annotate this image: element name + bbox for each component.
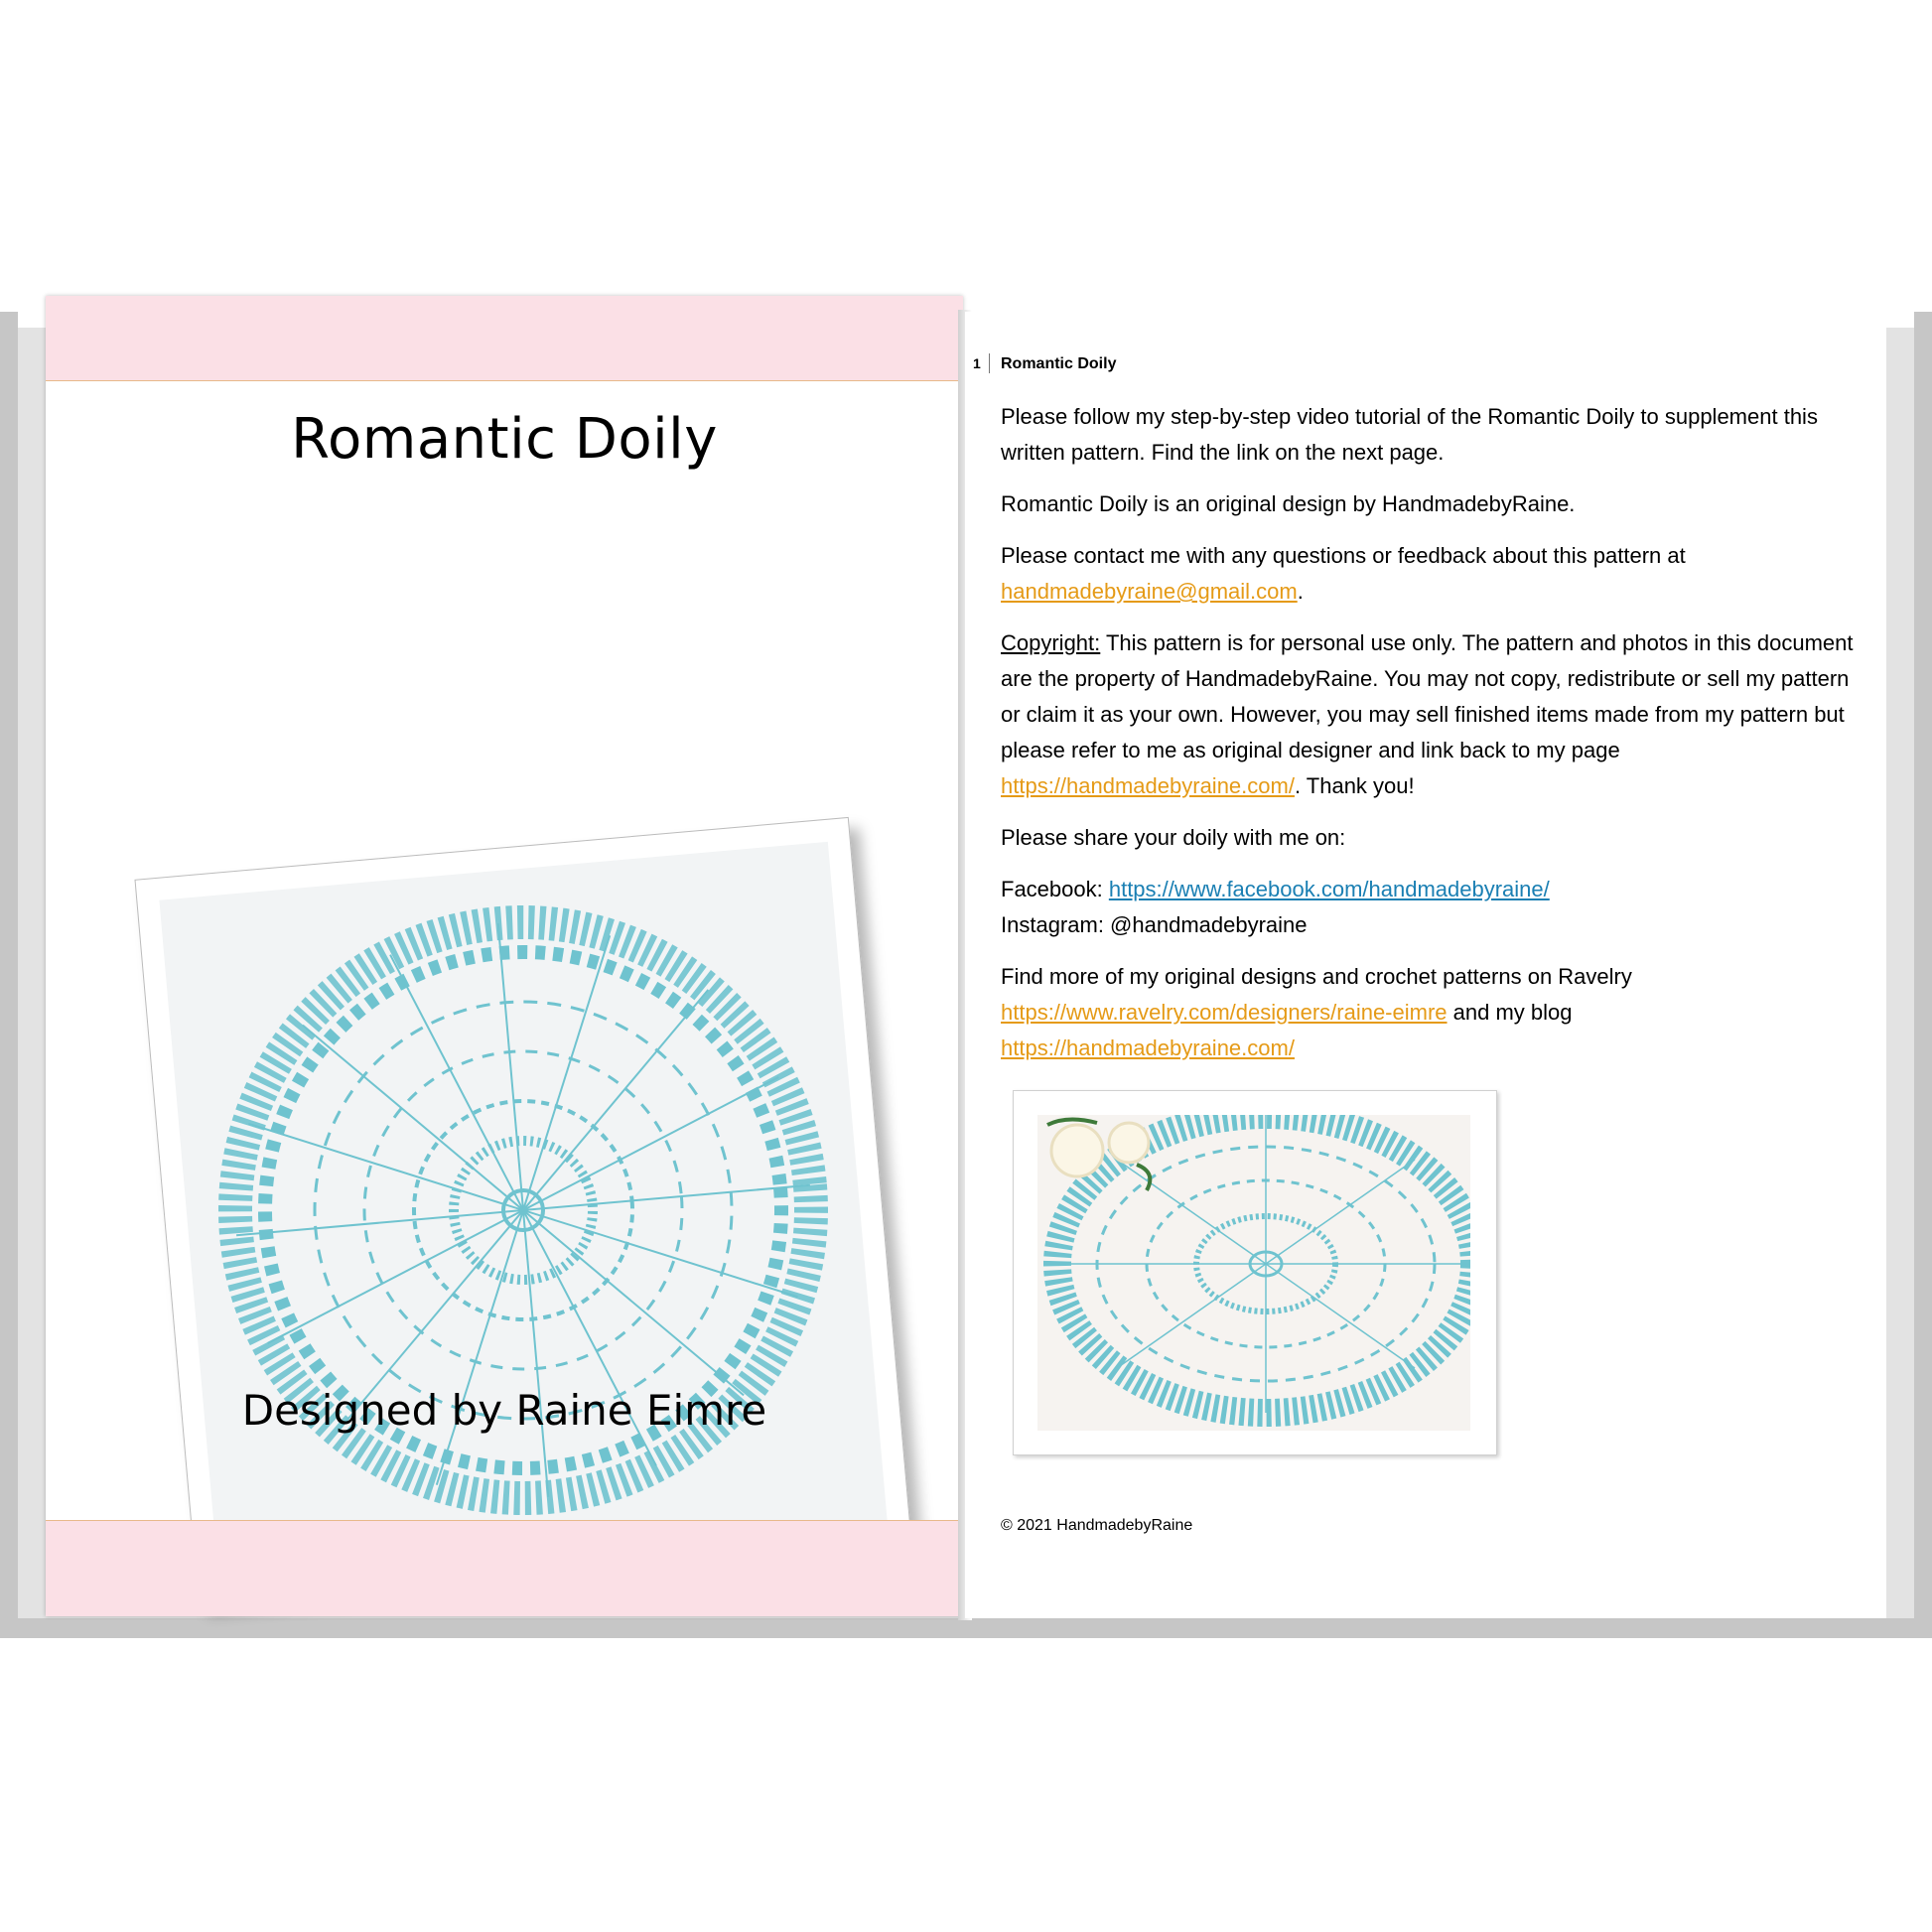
page-number: 1 <box>973 355 981 371</box>
book-edge-left <box>0 312 18 1638</box>
cover-top-band <box>46 296 963 381</box>
doily-roses-illustration <box>1037 1115 1470 1431</box>
header-divider <box>989 353 990 373</box>
facebook-link[interactable]: https://www.facebook.com/handmadebyraine/ <box>1108 877 1550 901</box>
cover-bottom-band <box>46 1520 963 1616</box>
copyright-label: Copyright: <box>1001 630 1101 655</box>
cover-doily-photo <box>134 817 911 1603</box>
cover-page <box>46 296 963 1616</box>
more-designs-paragraph <box>1001 959 1855 1066</box>
cover-author: Designed by Raine Eimre <box>241 1386 767 1435</box>
book-edge-right <box>1914 312 1932 1638</box>
copyright-end: . Thank you! <box>1294 773 1415 798</box>
footer-copyright: © 2021 HandmadebyRaine <box>1001 1517 1193 1534</box>
info-content <box>1001 399 1855 1082</box>
contact-end: . <box>1297 579 1304 604</box>
contact-text: Please contact me with any questions or feedback about this pattern at <box>1001 543 1686 568</box>
website-link[interactable]: https://handmadebyraine.com/ <box>1001 773 1295 798</box>
instagram-handle: Instagram: @handmadebyraine <box>1001 912 1308 937</box>
more-designs-text: Find more of my original designs and crochet patterns on Ravelry <box>1001 964 1632 989</box>
facebook-label: Facebook: <box>1001 877 1109 901</box>
ravelry-link[interactable]: https://www.ravelry.com/designers/raine-eimre <box>1001 1000 1448 1025</box>
tutorial-paragraph: Please follow my step-by-step video tutorial of the Romantic Doily to supplement this written pattern. Find the link on the next page. <box>1001 404 1818 465</box>
doily-roses-photo <box>1013 1090 1497 1455</box>
book-edge-bottom <box>0 1618 1932 1638</box>
original-design-paragraph: Romantic Doily is an original design by HandmadebyRaine. <box>1001 491 1576 516</box>
cover-title: Romantic Doily <box>291 407 718 472</box>
social-paragraph <box>1001 872 1855 943</box>
blog-link[interactable]: https://handmadebyraine.com/ <box>1001 1035 1295 1060</box>
share-intro: Please share your doily with me on: <box>1001 825 1346 850</box>
copyright-paragraph <box>1001 625 1855 804</box>
doily-illustration <box>159 842 887 1579</box>
info-page <box>965 312 1886 1618</box>
copyright-text: This pattern is for personal use only. The pattern and photos in this document are the property of HandmadebyRaine. You may not copy, redistribute or sell my pattern or claim it as your own. However, you may sell finished items made from my pattern but please refer to me as original designer and link back to my page <box>1001 630 1854 762</box>
blog-text: and my blog <box>1447 1000 1573 1025</box>
email-link[interactable]: handmadebyraine@gmail.com <box>1001 579 1298 604</box>
contact-paragraph <box>1001 538 1855 610</box>
running-header-title: Romantic Doily <box>1001 355 1117 372</box>
